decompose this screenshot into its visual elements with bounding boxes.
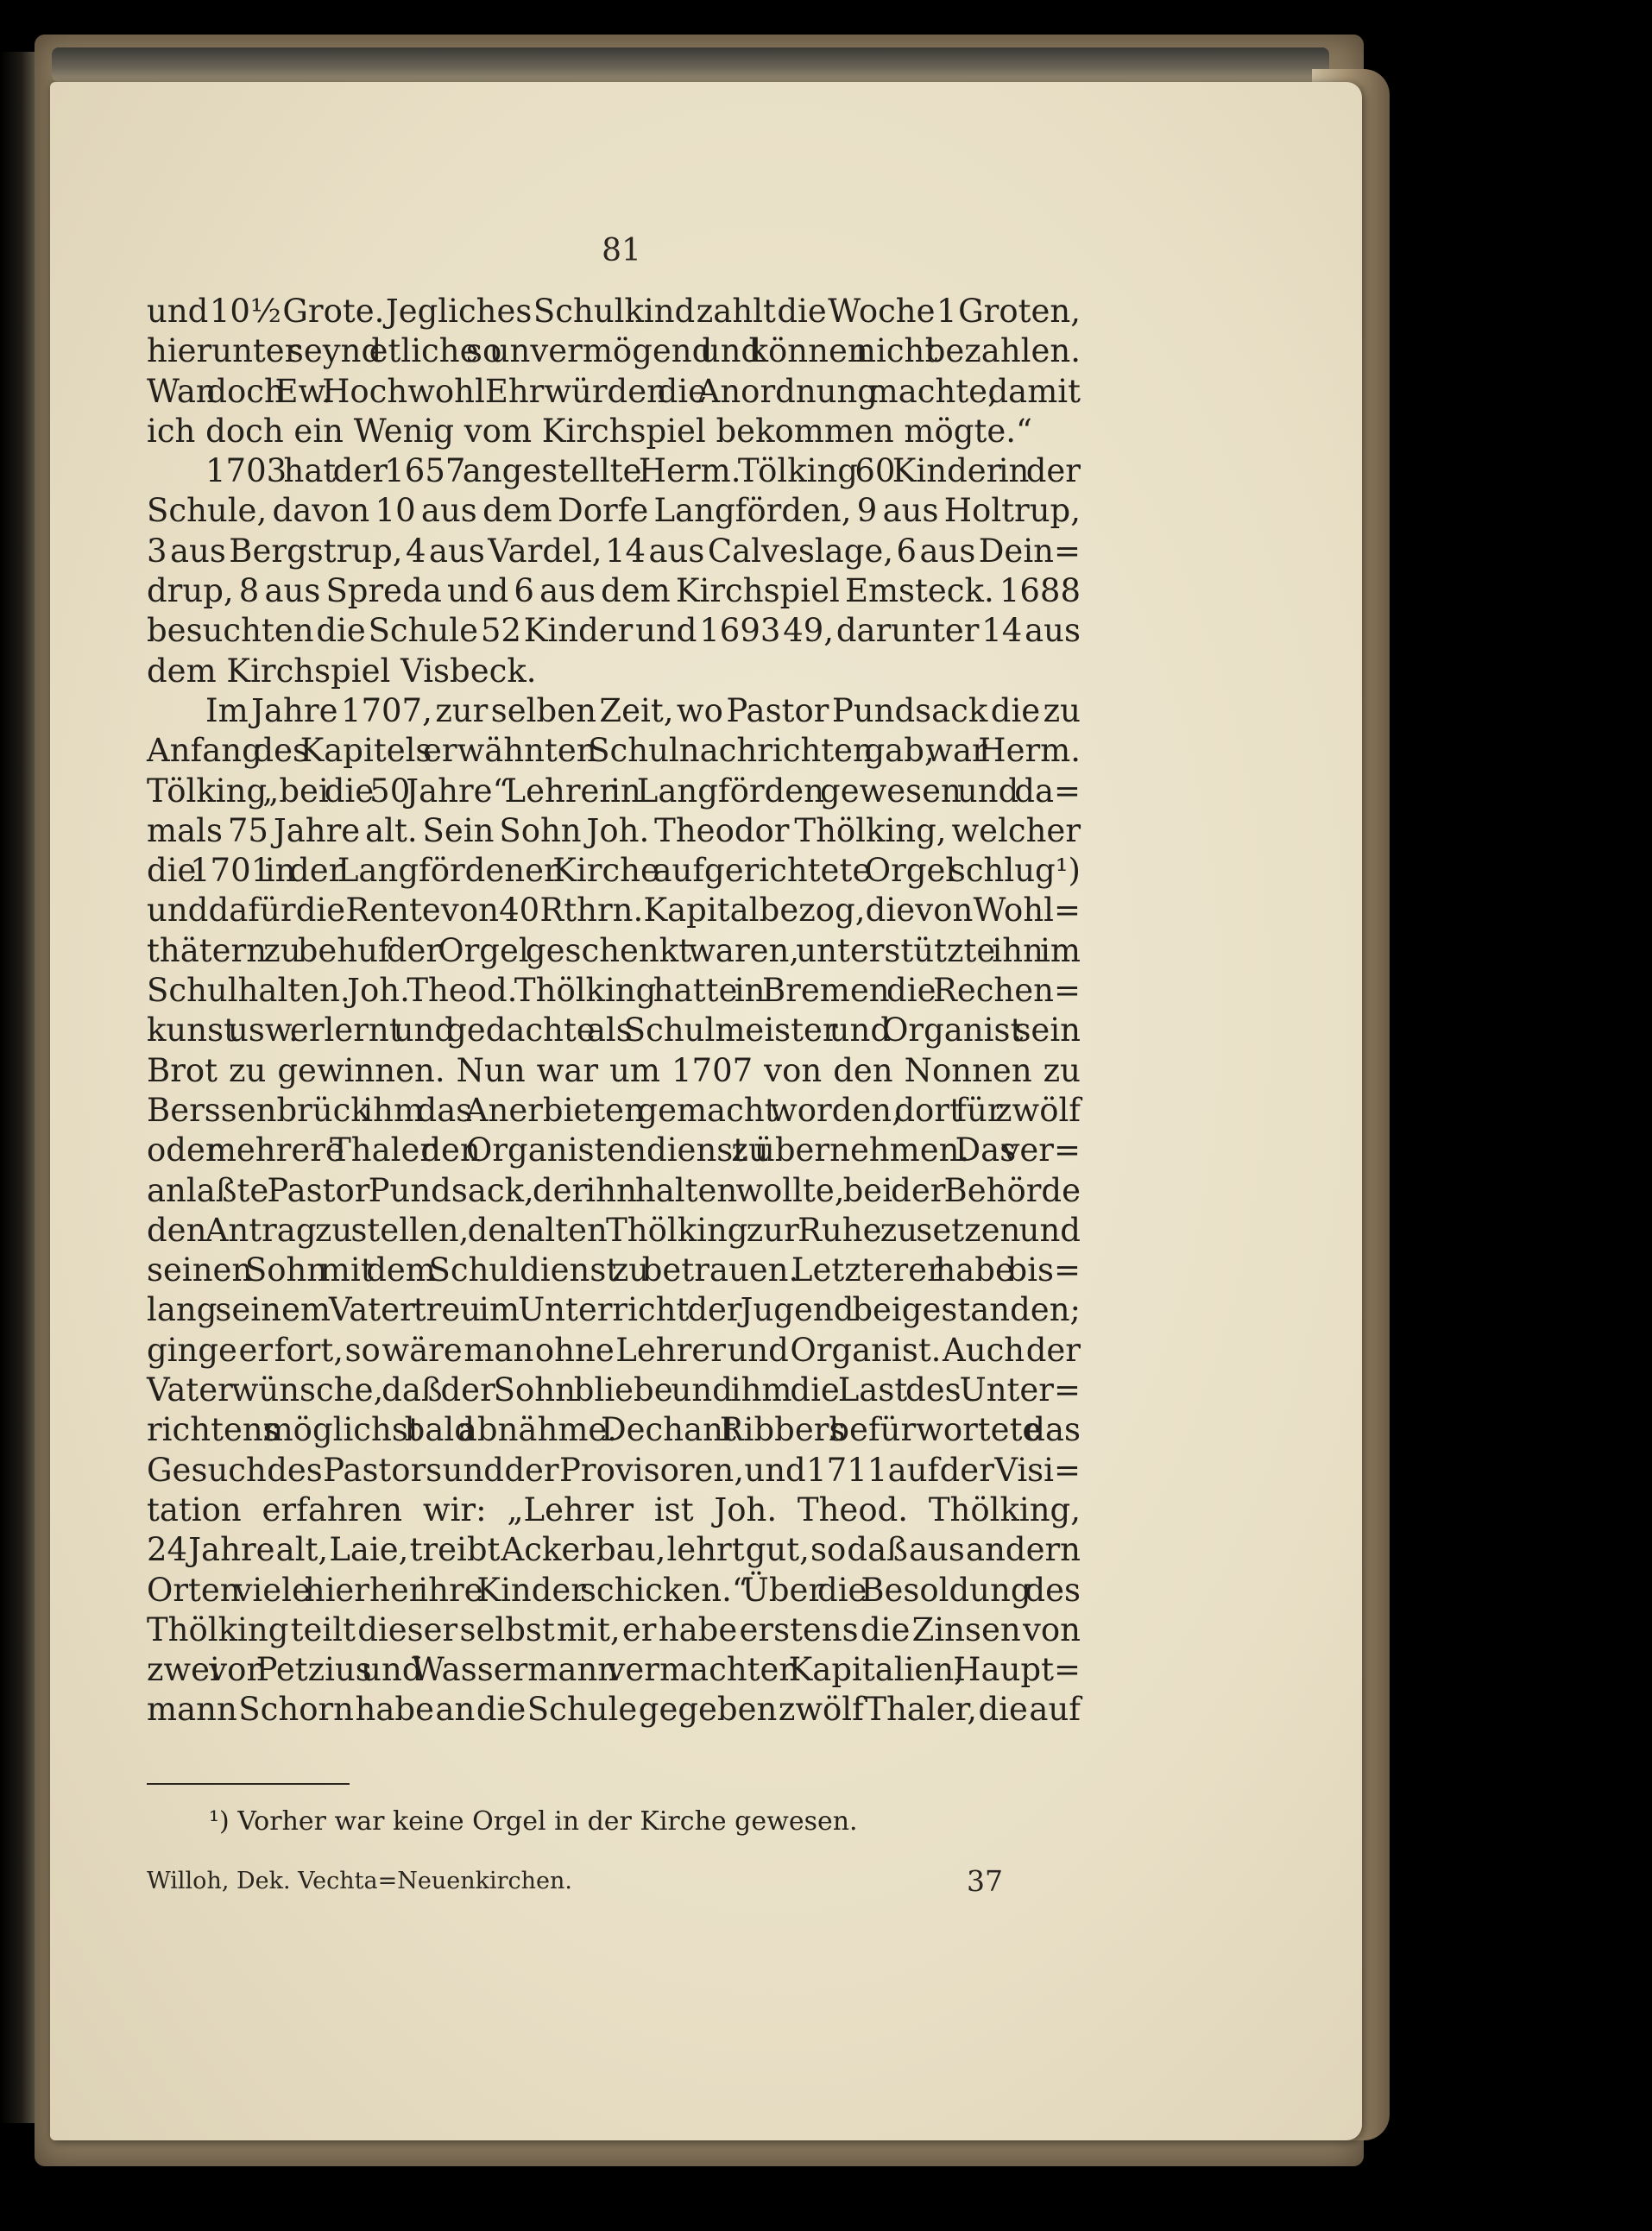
text-line: Vater wünsche, daß der Sohn bliebe und ihm die Last des Unter= [147, 1371, 1081, 1409]
text-line: drup, 8 aus Spreda und 6 aus dem Kirchspiel Emsteck. 1688 [147, 572, 1081, 610]
text-line: seinen Sohn mit dem Schuldienst zu betrauen. Letzterer habe bis= [147, 1251, 1081, 1289]
text-line: ich doch ein Wenig vom Kirchspiel bekommen mögte.“ [147, 412, 1032, 450]
text-line: 24 Jahre alt, Laie, treibt Ackerbau, lehrt gut, so daß aus andern [147, 1531, 1081, 1569]
text-line: die 1701 in der Langfördener Kirche aufgerichtete Orgel schlug¹) [147, 852, 1081, 890]
text-line: 3 aus Bergstrup, 4 aus Vardel, 14 aus Calveslage, 6 aus Dein= [147, 532, 1081, 570]
text-line: und dafür die Rente von 40 Rthrn. Kapital bezog, die von Wohl= [147, 892, 1081, 930]
text-line: mals 75 Jahre alt. Sein Sohn Joh. Theodor Thölking, welcher [147, 811, 1081, 849]
body-text [147, 292, 1081, 1730]
text-line: richtens möglichst bald abnähme. Dechant Ribbers befürwortete das [147, 1411, 1081, 1449]
text-line: hierunter seynd etliche so unvermögend und können nicht bezahlen. [147, 332, 1081, 370]
text-line: mann Schorn habe an die Schule gegeben zwölf Thaler, die auf [147, 1691, 1081, 1729]
text-line: den Antrag zu stellen, den alten Thölking zur Ruhe zu setzen und [147, 1211, 1081, 1249]
text-line: thätern zu behuf der Orgel geschenkt waren, unterstützte ihn im [147, 931, 1081, 969]
text-line: Anfang des Kapitels erwähnten Schulnachrichten gab, war Herm. [147, 732, 1081, 770]
text-line: oder mehrere Thaler den Organistendienst zu übernehmen. Das ver= [147, 1131, 1081, 1169]
text-line: Schule, davon 10 aus dem Dorfe Langförden, 9 aus Holtrup, [147, 492, 1081, 530]
text-line: zwei von Petzius und Wassermann vermachten Kapitalien, Haupt= [147, 1651, 1081, 1689]
text-line: und 10½ Grote. Jegliches Schulkind zahlt die Woche 1 Groten, [147, 293, 1081, 330]
text-line: dem Kirchspiel Visbeck. [147, 652, 537, 690]
text-line: anlaßte Pastor Pundsack, der ihn halten wollte, bei der Behörde [147, 1171, 1081, 1209]
text-line: Berssenbrück ihm das Anerbieten gemacht worden, dort für zwölf [147, 1091, 1081, 1129]
footnote-rule [147, 1783, 350, 1785]
text-line: Thölking teilt dieser selbst mit, er habe erstens die Zinsen von [147, 1610, 1081, 1648]
text-line: lang seinem Vater treu im Unterricht der Jugend beigestanden; [147, 1291, 1081, 1329]
page-number: 81 [602, 233, 641, 268]
text-line: tation erfahren wir: „Lehrer ist Joh. Theod. Thölking, [147, 1490, 1081, 1528]
text-line: Wan doch Ew. HochwohlEhrwürden die Anordnung machte, damit [147, 372, 1081, 410]
text-line: Orten viele hierher ihre Kinder schicken.“ Über die Besoldung des [147, 1571, 1081, 1609]
text-line: kunst usw. erlernt und gedachte als Schulmeister und Organist sein [147, 1012, 1081, 1049]
text-line: Schulhalten. Joh. Theod. Thölking hatte in Bremen die Rechen= [147, 972, 1081, 1010]
footnote: ¹) Vorher war keine Orgel in der Kirche gewesen. [209, 1806, 858, 1837]
text-line: 1703 hat der 1657 angestellte Herm. Tölking 60 Kinder in der [205, 452, 1081, 490]
text-line: Im Jahre 1707, zur selben Zeit, wo Pastor Pundsack die zu [205, 691, 1081, 729]
book-top-edge [52, 47, 1329, 82]
text-line: Gesuch des Pastors und der Provisoren, und 1711 auf der Visi= [147, 1451, 1081, 1489]
text-line: Brot zu gewinnen. Nun war um 1707 von den Nonnen zu [147, 1051, 1081, 1089]
text-line: besuchten die Schule 52 Kinder und 1693 49, darunter 14 aus [147, 612, 1081, 650]
signature-number: 37 [967, 1864, 1003, 1898]
signature-mark: Willoh, Dek. Vechta=Neuenkirchen. [147, 1868, 572, 1894]
text-line: Tölking „bei die 50 Jahre“ Lehrer in Langförden gewesen und da= [147, 772, 1081, 810]
text-line: ginge er fort, so wäre man ohne Lehrer und Organist. Auch der [147, 1331, 1081, 1369]
